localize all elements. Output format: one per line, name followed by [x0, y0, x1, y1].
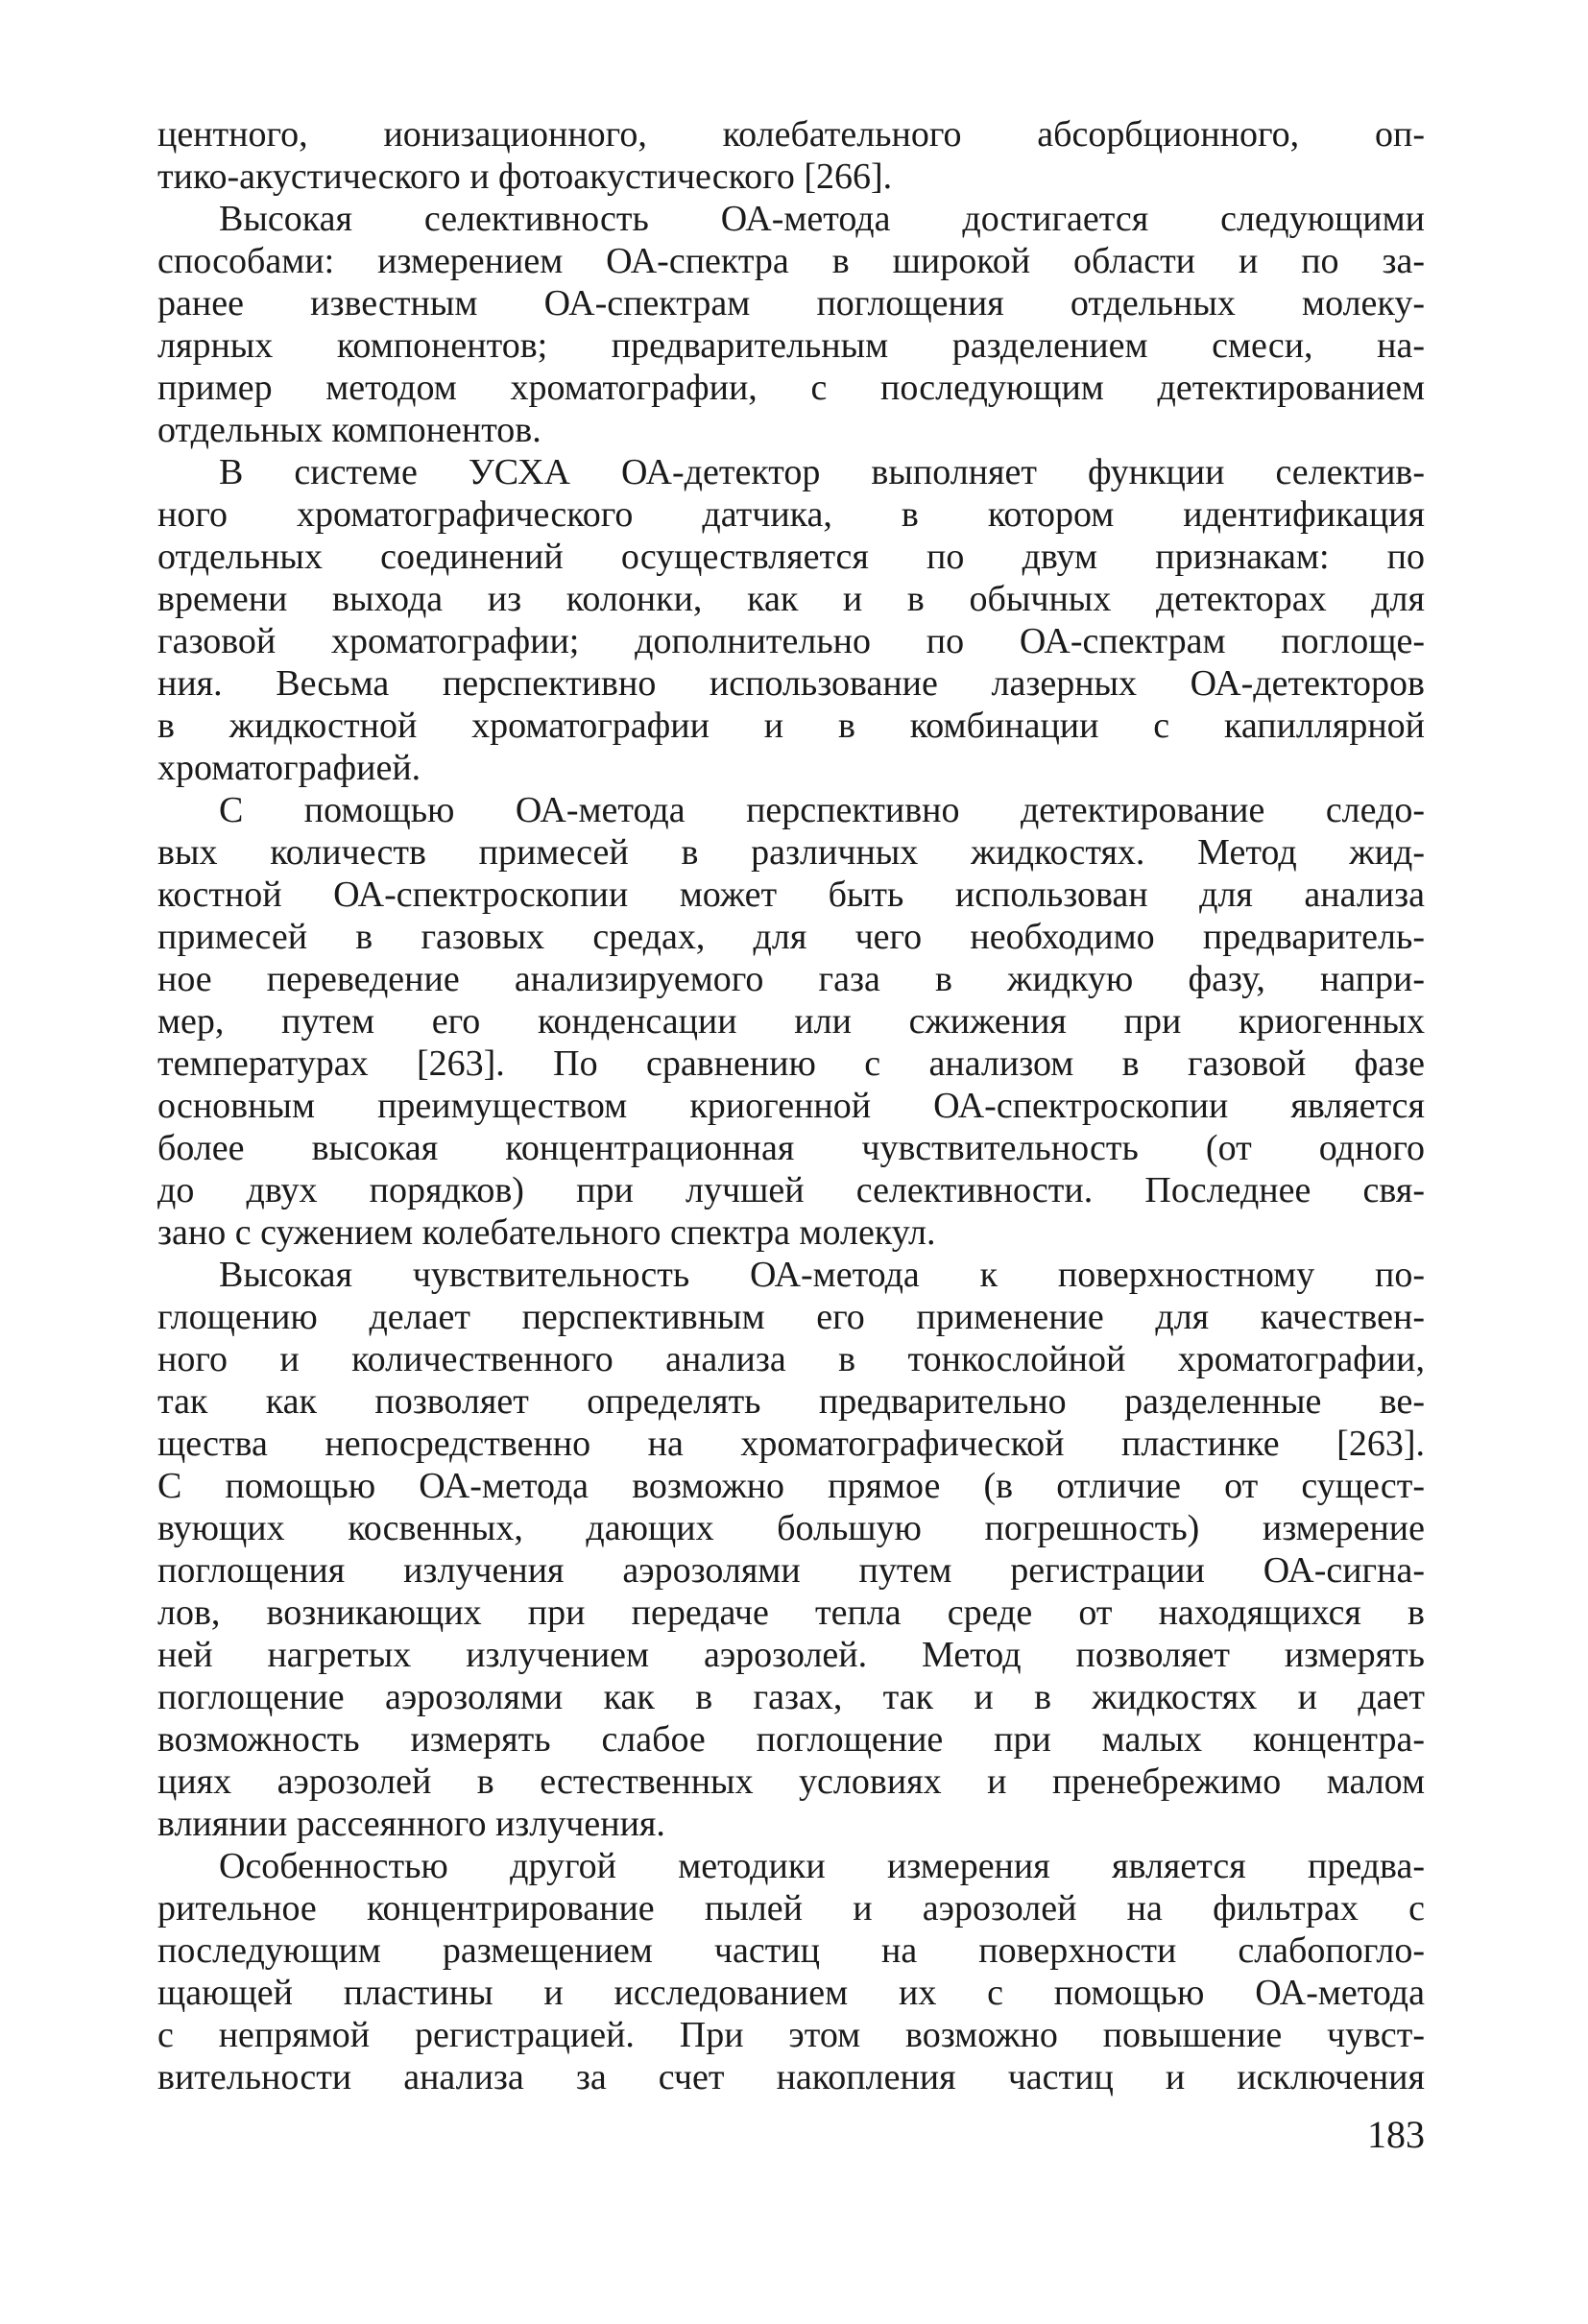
text-line: времени выхода из колонки, как и в обычных детекторах для — [157, 579, 1425, 619]
text-line: вых количеств примесей в различных жидкостях. Метод жид- — [157, 832, 1425, 873]
text-line: лярных компонентов; предварительным разделением смеси, на- — [157, 325, 1425, 366]
text-line: газовой хроматографии; дополнительно по ОА-спектрам поглоще- — [157, 621, 1425, 661]
text-line: с непрямой регистрацией. При этом возможно повышение чувст- — [157, 2015, 1425, 2055]
text-line: тико-акустического и фотоакустического [266]. — [157, 156, 893, 197]
text-line: ное переведение анализируемого газа в жидкую фазу, напри- — [157, 959, 1425, 999]
text-line: возможность измерять слабое поглощение при малых концентра- — [157, 1719, 1425, 1760]
text-line: способами: измерением ОА-спектра в широкой области и по за- — [157, 241, 1425, 281]
text-line: ного и количественного анализа в тонкослойной хроматографии, — [157, 1339, 1425, 1379]
text-line: С помощью ОА-метода возможно прямое (в отличие от сущест- — [157, 1466, 1425, 1506]
text-line: Особенностью другой методики измерения является предва- — [219, 1846, 1425, 1886]
text-line: до двух порядков) при лучшей селективности. Последнее свя- — [157, 1170, 1425, 1210]
text-line: так как позволяет определять предварительно разделенные ве- — [157, 1381, 1425, 1422]
text-line: ния. Весьма перспективно использование лазерных ОА-детекторов — [157, 663, 1425, 704]
paragraph — [157, 1845, 1425, 2098]
text-line: Высокая чувствительность ОА-метода к поверхностному по- — [219, 1255, 1425, 1295]
text-line: С помощью ОА-метода перспективно детектирование следо- — [219, 790, 1425, 830]
text-line: пример методом хроматографии, с последующим детектированием — [157, 368, 1425, 408]
text-line: глощению делает перспективным его применение для качествен- — [157, 1297, 1425, 1337]
text-line: основным преимуществом криогенной ОА-спектроскопии является — [157, 1086, 1425, 1126]
text-line: последующим размещением частиц на поверхности слабопогло- — [157, 1930, 1425, 1971]
page-body — [157, 113, 1425, 2098]
text-line: в жидкостной хроматографии и в комбинации с капиллярной — [157, 706, 1425, 746]
text-line: более высокая концентрационная чувствительность (от одного — [157, 1128, 1425, 1168]
text-line: ного хроматографического датчика, в котором идентификация — [157, 494, 1425, 535]
text-line: щающей пластины и исследованием их с помощью ОА-метода — [157, 1973, 1425, 2013]
text-line: вующих косвенных, дающих большую погрешность) измерение — [157, 1508, 1425, 1548]
text-line: костной ОА-спектроскопии может быть использован для анализа — [157, 874, 1425, 915]
paragraph — [157, 1254, 1425, 1845]
text-line: отдельных компонентов. — [157, 410, 541, 450]
text-line: лов, возникающих при передаче тепла среде от находящихся в — [157, 1593, 1425, 1633]
text-line: центного, ионизационного, колебательного абсорбционного, оп- — [157, 114, 1425, 155]
text-line: рительное концентрирование пылей и аэрозолей на фильтрах с — [157, 1888, 1425, 1929]
text-line: зано с сужением колебательного спектра молекул. — [157, 1212, 936, 1253]
text-line: поглощение аэрозолями как в газах, так и в жидкостях и дает — [157, 1677, 1425, 1717]
paragraph — [157, 451, 1425, 789]
text-line: ней нагретых излучением аэрозолей. Метод позволяет измерять — [157, 1635, 1425, 1675]
text-line: хроматографией. — [157, 748, 421, 788]
text-line: мер, путем его конденсации или сжижения при криогенных — [157, 1001, 1425, 1042]
text-line: влиянии рассеянного излучения. — [157, 1804, 665, 1844]
page-number: 183 — [1367, 2113, 1425, 2156]
text-line: примесей в газовых средах, для чего необходимо предваритель- — [157, 917, 1425, 957]
text-line: поглощения излучения аэрозолями путем регистрации ОА-сигна- — [157, 1550, 1425, 1591]
text-line: Высокая селективность ОА-метода достигается следующими — [219, 199, 1425, 239]
text-line: вительности анализа за счет накопления частиц и исключения — [157, 2057, 1425, 2097]
text-line: В системе УСХА ОА-детектор выполняет функции селектив- — [219, 452, 1425, 492]
text-line: щества непосредственно на хроматографической пластинке [263]. — [157, 1424, 1425, 1464]
text-line: ранее известным ОА-спектрам поглощения отдельных молеку- — [157, 283, 1425, 323]
text-line: температурах [263]. По сравнению с анализом в газовой фазе — [157, 1043, 1425, 1084]
paragraph — [157, 198, 1425, 451]
text-line: циях аэрозолей в естественных условиях и пренебрежимо малом — [157, 1761, 1425, 1802]
paragraph — [157, 113, 1425, 198]
paragraph — [157, 789, 1425, 1254]
text-line: отдельных соединений осуществляется по двум признакам: по — [157, 537, 1425, 577]
